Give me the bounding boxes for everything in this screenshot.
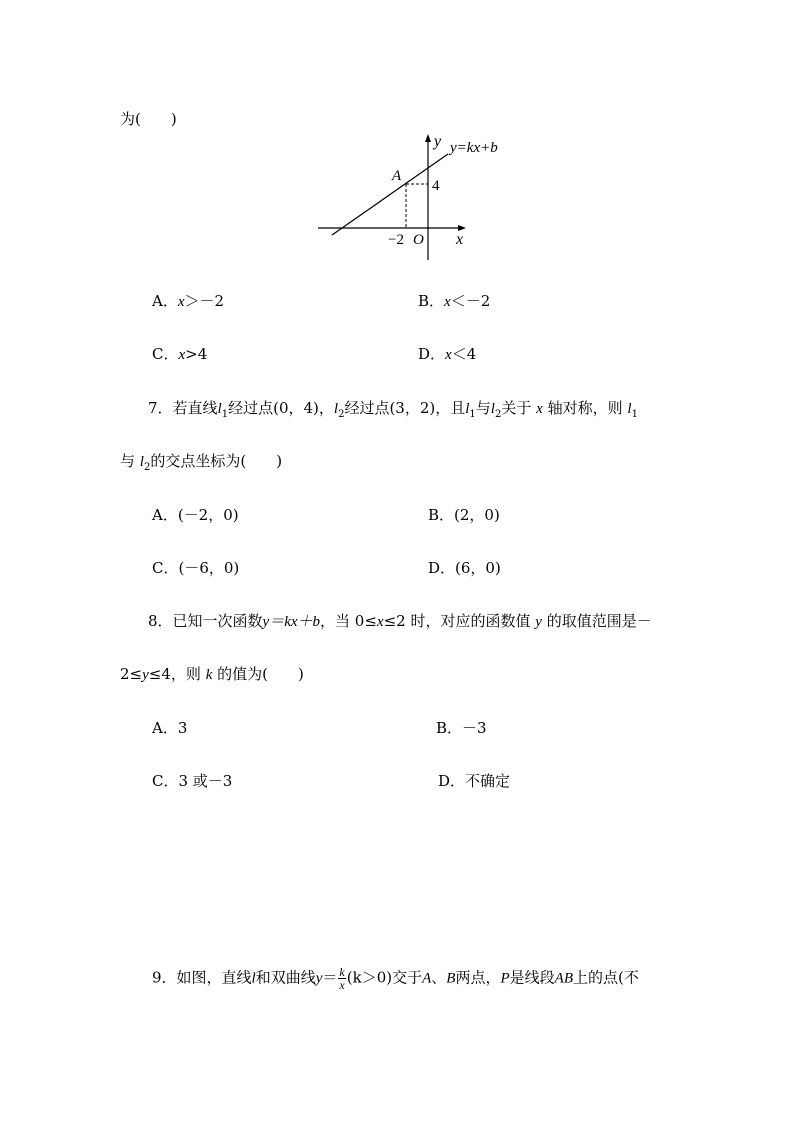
q7-line-1: 7．若直线$l_1$经过点(0，4)，$l_2$经过点(3，2)，且$l_1$与$l_2$关于 x 轴对称，则 $l_1$: [148, 399, 638, 420]
fraction: [338, 966, 345, 991]
q7-line-2: 与 $l_2$的交点坐标为( ): [120, 452, 283, 473]
x-axis-label: x: [456, 231, 464, 248]
fraction-denominator: x: [339, 978, 345, 992]
y-axis-arrow: [425, 134, 431, 142]
q8-option-a: A．3: [152, 719, 188, 737]
q6-option-b: B．x＜－2: [418, 292, 491, 310]
q7-option-b: B．(2，0): [428, 506, 500, 524]
q8-line-1: 8．已知一次函数y＝kx＋b，当 0≤x≤2 时，对应的函数值 y 的取值范围是－: [148, 612, 652, 630]
q6-graph: [310, 132, 510, 262]
q8-option-d: D．不确定: [438, 772, 511, 790]
origin-label: O: [413, 232, 424, 248]
q7-option-c: C．(－6，0): [152, 559, 240, 577]
value-4-label: 4: [432, 178, 440, 194]
q9-line-1: 9．如图，直线l和双曲线y＝ $\frac{k}{x}$ (k＞0)交于A、B两点，P是线段AB上的点(不: [152, 965, 639, 992]
q8-option-b: B．－3: [436, 719, 487, 737]
q7-option-d: D．(6，0): [428, 559, 501, 577]
fraction-numerator: k: [339, 965, 345, 979]
q6-option-a: A．x＞－2: [152, 292, 225, 310]
point-a-label: A: [392, 168, 402, 184]
y-axis-label: y: [434, 133, 442, 150]
q8-line-2: 2≤y≤4，则 k 的值为( ): [120, 665, 304, 683]
q7-option-a: A．(－2，0): [152, 506, 239, 524]
q8-option-c: C．3 或－3: [152, 772, 233, 790]
q6-tail: 为( ): [120, 110, 177, 128]
q6-option-c: C．x>4: [152, 345, 208, 363]
q6-option-d: D．x＜4: [418, 345, 477, 363]
function-line: [332, 154, 448, 235]
equation-label: y=kx+b: [450, 140, 498, 156]
tick-minus2-label: −2: [388, 232, 404, 248]
